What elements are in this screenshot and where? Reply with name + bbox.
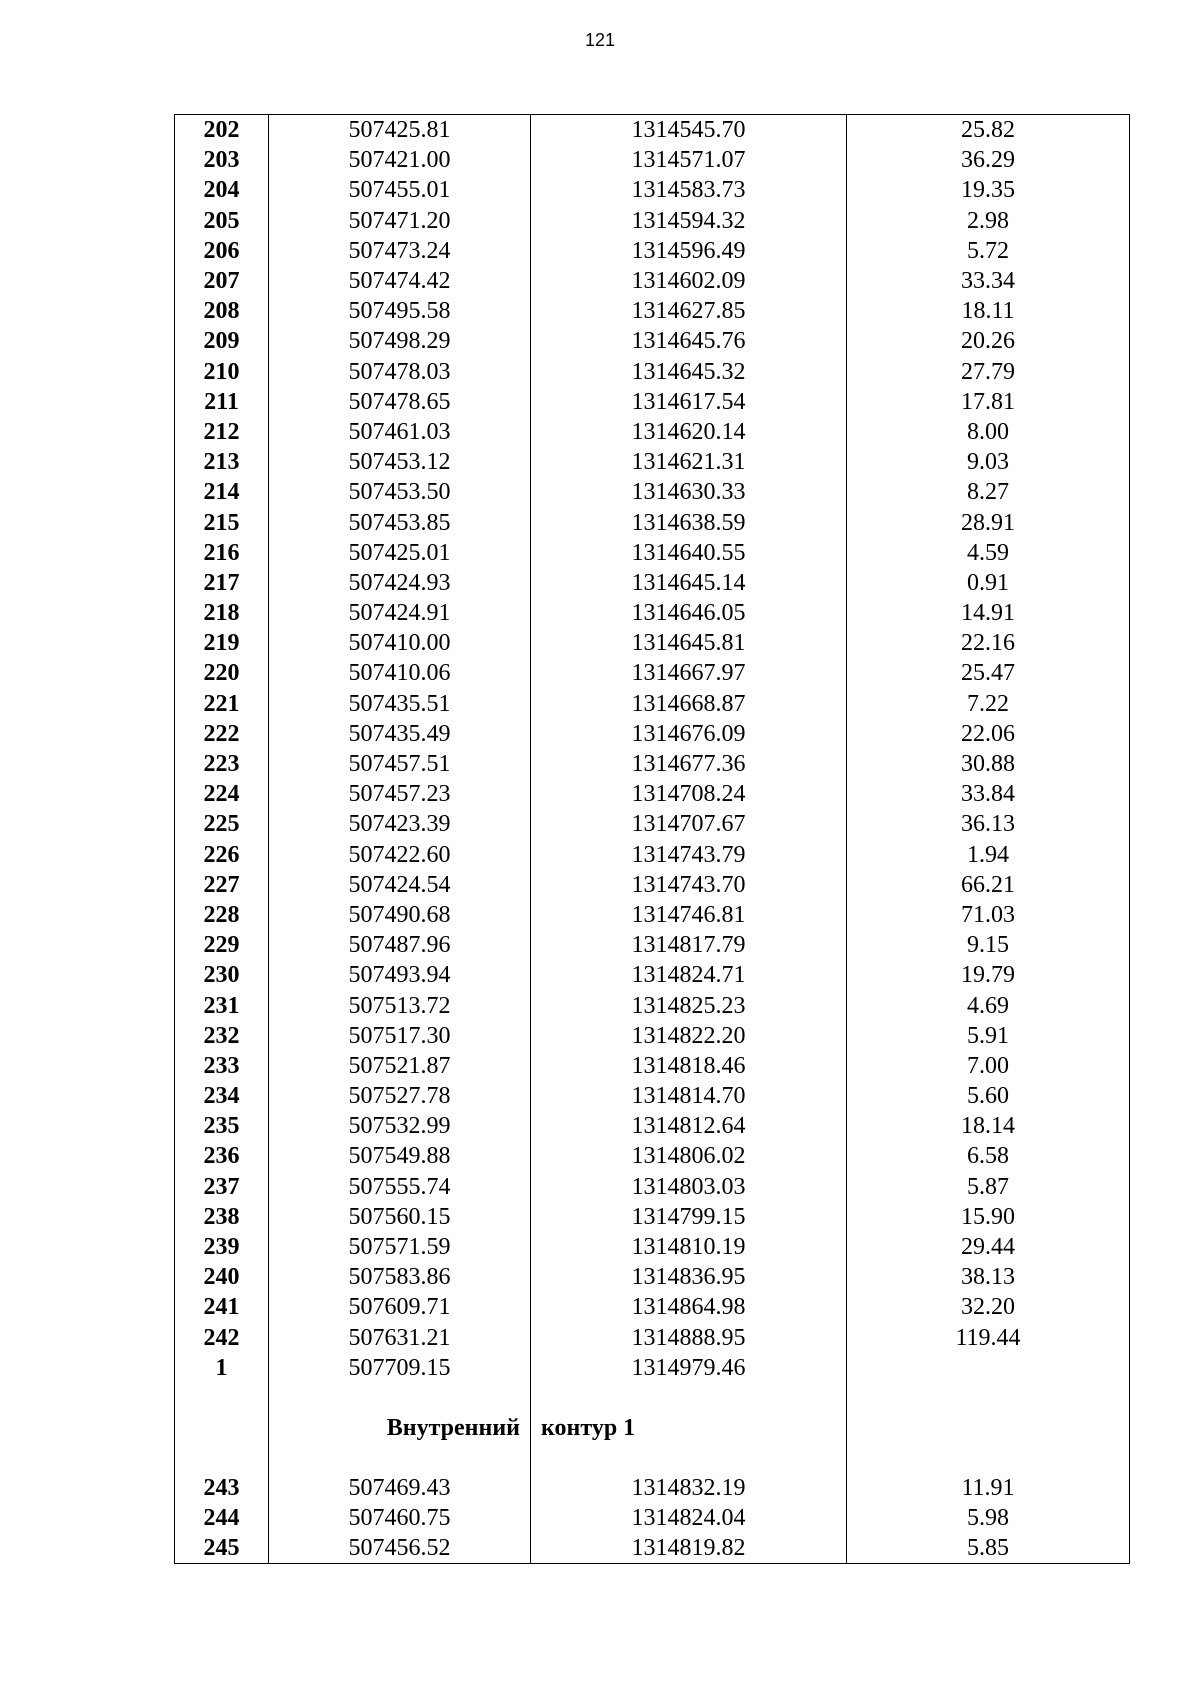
y-coordinate-cell: 1314602.09: [531, 266, 847, 296]
table-row: [175, 628, 1130, 658]
distance-cell: 71.03: [847, 900, 1130, 930]
table-row: [175, 507, 1130, 537]
point-number-cell: 202: [175, 115, 269, 146]
table-row: [175, 296, 1130, 326]
y-coordinate-cell: 1314707.67: [531, 809, 847, 839]
table-row: [175, 568, 1130, 598]
distance-cell: 19.79: [847, 960, 1130, 990]
y-coordinate-cell: 1314645.76: [531, 326, 847, 356]
x-coordinate-cell: 507453.50: [269, 477, 531, 507]
y-coordinate-cell: 1314645.81: [531, 628, 847, 658]
distance-cell: 5.85: [847, 1533, 1130, 1564]
x-coordinate-cell: 507487.96: [269, 930, 531, 960]
point-number-cell: 207: [175, 266, 269, 296]
section-header-row: [175, 1413, 1130, 1443]
x-coordinate-cell: 507425.01: [269, 538, 531, 568]
distance-cell: 7.22: [847, 689, 1130, 719]
y-coordinate-cell: 1314817.79: [531, 930, 847, 960]
table-row: [175, 1533, 1130, 1564]
x-coordinate-cell: 507571.59: [269, 1232, 531, 1262]
x-coordinate-cell: 507423.39: [269, 809, 531, 839]
distance-cell: 27.79: [847, 357, 1130, 387]
y-coordinate-cell: 1314676.09: [531, 719, 847, 749]
x-coordinate-cell: 507709.15: [269, 1353, 531, 1383]
point-number-cell: 220: [175, 658, 269, 688]
table-row: [175, 1323, 1130, 1353]
table-row: [175, 1081, 1130, 1111]
table-row: [175, 1292, 1130, 1322]
distance-cell: 15.90: [847, 1202, 1130, 1232]
point-number-cell: 216: [175, 538, 269, 568]
y-coordinate-cell: 1314814.70: [531, 1081, 847, 1111]
table-row: [175, 900, 1130, 930]
point-number-cell: 212: [175, 417, 269, 447]
y-coordinate-cell: 1314545.70: [531, 115, 847, 146]
table-row: [175, 1202, 1130, 1232]
x-coordinate-cell: 507495.58: [269, 296, 531, 326]
table-row: [175, 809, 1130, 839]
distance-cell: 5.60: [847, 1081, 1130, 1111]
y-coordinate-cell: 1314677.36: [531, 749, 847, 779]
x-coordinate-cell: 507513.72: [269, 990, 531, 1020]
x-coordinate-cell: 507609.71: [269, 1292, 531, 1322]
y-coordinate-cell: 1314743.79: [531, 840, 847, 870]
table-row: [175, 658, 1130, 688]
table-row: [175, 840, 1130, 870]
point-number-cell: 225: [175, 809, 269, 839]
page-number: 121: [584, 30, 616, 50]
point-number-cell: 209: [175, 326, 269, 356]
x-coordinate-cell: 507631.21: [269, 1323, 531, 1353]
point-number-cell: 1: [175, 1353, 269, 1383]
y-coordinate-cell: 1314812.64: [531, 1111, 847, 1141]
table-row: [175, 115, 1130, 146]
x-coordinate-cell: 507457.51: [269, 749, 531, 779]
point-number-cell: 211: [175, 387, 269, 417]
x-coordinate-cell: 507478.03: [269, 357, 531, 387]
x-coordinate-cell: 507410.06: [269, 658, 531, 688]
table-row: [175, 1232, 1130, 1262]
table-row: [175, 266, 1130, 296]
point-number-cell: 233: [175, 1051, 269, 1081]
section-title-right: контур 1: [531, 1413, 847, 1443]
point-number-cell: 234: [175, 1081, 269, 1111]
x-coordinate-cell: 507560.15: [269, 1202, 531, 1232]
x-coordinate-cell: 507453.85: [269, 507, 531, 537]
table-row: [175, 1111, 1130, 1141]
distance-cell: 17.81: [847, 387, 1130, 417]
point-number-cell: 204: [175, 175, 269, 205]
point-number-cell: 214: [175, 477, 269, 507]
y-coordinate-cell: 1314645.14: [531, 568, 847, 598]
section-header-block: [175, 1383, 1130, 1473]
point-number-cell: 210: [175, 357, 269, 387]
point-number-cell: 203: [175, 145, 269, 175]
x-coordinate-cell: 507457.23: [269, 779, 531, 809]
table-row: [175, 538, 1130, 568]
x-coordinate-cell: 507532.99: [269, 1111, 531, 1141]
x-coordinate-cell: 507435.51: [269, 689, 531, 719]
point-number-cell: 236: [175, 1141, 269, 1171]
point-number-cell: 244: [175, 1503, 269, 1533]
y-coordinate-cell: 1314864.98: [531, 1292, 847, 1322]
x-coordinate-cell: 507424.91: [269, 598, 531, 628]
y-coordinate-cell: 1314836.95: [531, 1262, 847, 1292]
x-coordinate-cell: 507474.42: [269, 266, 531, 296]
table-row: [175, 598, 1130, 628]
distance-cell: 8.00: [847, 417, 1130, 447]
x-coordinate-cell: 507455.01: [269, 175, 531, 205]
distance-cell: 9.15: [847, 930, 1130, 960]
distance-cell: [847, 1353, 1130, 1383]
table-row: [175, 1503, 1130, 1533]
table-row: [175, 145, 1130, 175]
table-row: [175, 175, 1130, 205]
point-number-cell: 226: [175, 840, 269, 870]
distance-cell: 22.06: [847, 719, 1130, 749]
point-number-cell: 242: [175, 1323, 269, 1353]
y-coordinate-cell: 1314594.32: [531, 206, 847, 236]
table-row: [175, 417, 1130, 447]
x-coordinate-cell: 507422.60: [269, 840, 531, 870]
distance-cell: 4.69: [847, 990, 1130, 1020]
y-coordinate-cell: 1314630.33: [531, 477, 847, 507]
distance-cell: 9.03: [847, 447, 1130, 477]
y-coordinate-cell: 1314621.31: [531, 447, 847, 477]
x-coordinate-cell: 507527.78: [269, 1081, 531, 1111]
point-number-cell: 206: [175, 236, 269, 266]
spacer-row: [175, 1383, 1130, 1413]
y-coordinate-cell: 1314638.59: [531, 507, 847, 537]
point-number-cell: 243: [175, 1473, 269, 1503]
point-number-cell: 223: [175, 749, 269, 779]
table-row: [175, 326, 1130, 356]
distance-cell: 2.98: [847, 206, 1130, 236]
point-number-cell: 241: [175, 1292, 269, 1322]
y-coordinate-cell: 1314979.46: [531, 1353, 847, 1383]
distance-cell: 8.27: [847, 477, 1130, 507]
x-coordinate-cell: 507490.68: [269, 900, 531, 930]
x-coordinate-cell: 507549.88: [269, 1141, 531, 1171]
x-coordinate-cell: 507424.54: [269, 870, 531, 900]
table-row: [175, 1473, 1130, 1503]
point-number-cell: 230: [175, 960, 269, 990]
distance-cell: 28.91: [847, 507, 1130, 537]
distance-cell: 11.91: [847, 1473, 1130, 1503]
point-number-cell: 239: [175, 1232, 269, 1262]
table-row: [175, 930, 1130, 960]
y-coordinate-cell: 1314667.97: [531, 658, 847, 688]
point-number-cell: 229: [175, 930, 269, 960]
distance-cell: 18.14: [847, 1111, 1130, 1141]
inner-contour-rows: [175, 1473, 1130, 1564]
table-row: [175, 1141, 1130, 1171]
point-number-cell: 222: [175, 719, 269, 749]
distance-cell: 0.91: [847, 568, 1130, 598]
distance-cell: 25.47: [847, 658, 1130, 688]
x-coordinate-cell: 507410.00: [269, 628, 531, 658]
point-number-cell: 219: [175, 628, 269, 658]
table-row: [175, 206, 1130, 236]
point-number-cell: 235: [175, 1111, 269, 1141]
x-coordinate-cell: 507498.29: [269, 326, 531, 356]
distance-cell: 36.29: [847, 145, 1130, 175]
point-number-cell: 245: [175, 1533, 269, 1564]
y-coordinate-cell: 1314627.85: [531, 296, 847, 326]
x-coordinate-cell: 507478.65: [269, 387, 531, 417]
x-coordinate-cell: 507460.75: [269, 1503, 531, 1533]
x-coordinate-cell: 507453.12: [269, 447, 531, 477]
y-coordinate-cell: 1314743.70: [531, 870, 847, 900]
y-coordinate-cell: 1314571.07: [531, 145, 847, 175]
point-number-cell: 213: [175, 447, 269, 477]
x-coordinate-cell: 507435.49: [269, 719, 531, 749]
y-coordinate-cell: 1314646.05: [531, 598, 847, 628]
x-coordinate-cell: 507583.86: [269, 1262, 531, 1292]
distance-cell: 29.44: [847, 1232, 1130, 1262]
x-coordinate-cell: 507424.93: [269, 568, 531, 598]
distance-cell: 6.58: [847, 1141, 1130, 1171]
x-coordinate-cell: 507469.43: [269, 1473, 531, 1503]
point-number-cell: 231: [175, 990, 269, 1020]
distance-cell: 38.13: [847, 1262, 1130, 1292]
y-coordinate-cell: 1314806.02: [531, 1141, 847, 1171]
point-number-cell: 238: [175, 1202, 269, 1232]
table-row: [175, 357, 1130, 387]
x-coordinate-cell: 507471.20: [269, 206, 531, 236]
distance-cell: 20.26: [847, 326, 1130, 356]
table-row: [175, 387, 1130, 417]
table-row: [175, 779, 1130, 809]
coordinates-table: [174, 114, 1130, 1564]
distance-cell: 25.82: [847, 115, 1130, 146]
y-coordinate-cell: 1314822.20: [531, 1021, 847, 1051]
point-number-cell: 218: [175, 598, 269, 628]
spacer-row: [175, 1443, 1130, 1473]
table-row: [175, 870, 1130, 900]
point-number-cell: 221: [175, 689, 269, 719]
point-number-cell: 237: [175, 1172, 269, 1202]
x-coordinate-cell: 507461.03: [269, 417, 531, 447]
table-row: [175, 960, 1130, 990]
table-row: [175, 749, 1130, 779]
y-coordinate-cell: 1314645.32: [531, 357, 847, 387]
point-number-cell: 224: [175, 779, 269, 809]
distance-cell: 33.34: [847, 266, 1130, 296]
table-row: [175, 1262, 1130, 1292]
table-row: [175, 1172, 1130, 1202]
point-number-cell: 232: [175, 1021, 269, 1051]
section-title-left: Внутренний: [269, 1413, 531, 1443]
distance-cell: 5.91: [847, 1021, 1130, 1051]
table-row: [175, 477, 1130, 507]
main-contour-rows: [175, 115, 1130, 1383]
table-row: [175, 447, 1130, 477]
point-number-cell: 240: [175, 1262, 269, 1292]
y-coordinate-cell: 1314620.14: [531, 417, 847, 447]
x-coordinate-cell: 507517.30: [269, 1021, 531, 1051]
y-coordinate-cell: 1314810.19: [531, 1232, 847, 1262]
distance-cell: 7.00: [847, 1051, 1130, 1081]
x-coordinate-cell: 507473.24: [269, 236, 531, 266]
distance-cell: 18.11: [847, 296, 1130, 326]
y-coordinate-cell: 1314746.81: [531, 900, 847, 930]
distance-cell: 22.16: [847, 628, 1130, 658]
x-coordinate-cell: 507421.00: [269, 145, 531, 175]
distance-cell: 4.59: [847, 538, 1130, 568]
point-number-cell: 228: [175, 900, 269, 930]
y-coordinate-cell: 1314640.55: [531, 538, 847, 568]
point-number-cell: 208: [175, 296, 269, 326]
y-coordinate-cell: 1314799.15: [531, 1202, 847, 1232]
y-coordinate-cell: 1314888.95: [531, 1323, 847, 1353]
point-number-cell: 205: [175, 206, 269, 236]
y-coordinate-cell: 1314824.71: [531, 960, 847, 990]
x-coordinate-cell: 507425.81: [269, 115, 531, 146]
distance-cell: 14.91: [847, 598, 1130, 628]
table-row: [175, 236, 1130, 266]
x-coordinate-cell: 507456.52: [269, 1533, 531, 1564]
distance-cell: 119.44: [847, 1323, 1130, 1353]
y-coordinate-cell: 1314803.03: [531, 1172, 847, 1202]
y-coordinate-cell: 1314708.24: [531, 779, 847, 809]
y-coordinate-cell: 1314596.49: [531, 236, 847, 266]
y-coordinate-cell: 1314818.46: [531, 1051, 847, 1081]
distance-cell: 30.88: [847, 749, 1130, 779]
distance-cell: 33.84: [847, 779, 1130, 809]
x-coordinate-cell: 507521.87: [269, 1051, 531, 1081]
distance-cell: 5.87: [847, 1172, 1130, 1202]
y-coordinate-cell: 1314824.04: [531, 1503, 847, 1533]
distance-cell: 32.20: [847, 1292, 1130, 1322]
distance-cell: 66.21: [847, 870, 1130, 900]
x-coordinate-cell: 507555.74: [269, 1172, 531, 1202]
y-coordinate-cell: 1314668.87: [531, 689, 847, 719]
point-number-cell: 217: [175, 568, 269, 598]
table-row: [175, 1021, 1130, 1051]
table-row: [175, 689, 1130, 719]
distance-cell: 5.98: [847, 1503, 1130, 1533]
distance-cell: 36.13: [847, 809, 1130, 839]
point-number-cell: 227: [175, 870, 269, 900]
y-coordinate-cell: 1314583.73: [531, 175, 847, 205]
y-coordinate-cell: 1314617.54: [531, 387, 847, 417]
y-coordinate-cell: 1314832.19: [531, 1473, 847, 1503]
distance-cell: 5.72: [847, 236, 1130, 266]
point-number-cell: 215: [175, 507, 269, 537]
table-row: [175, 719, 1130, 749]
table-row: [175, 1051, 1130, 1081]
distance-cell: 19.35: [847, 175, 1130, 205]
x-coordinate-cell: 507493.94: [269, 960, 531, 990]
table-row: [175, 990, 1130, 1020]
y-coordinate-cell: 1314825.23: [531, 990, 847, 1020]
distance-cell: 1.94: [847, 840, 1130, 870]
y-coordinate-cell: 1314819.82: [531, 1533, 847, 1564]
table-row: [175, 1353, 1130, 1383]
